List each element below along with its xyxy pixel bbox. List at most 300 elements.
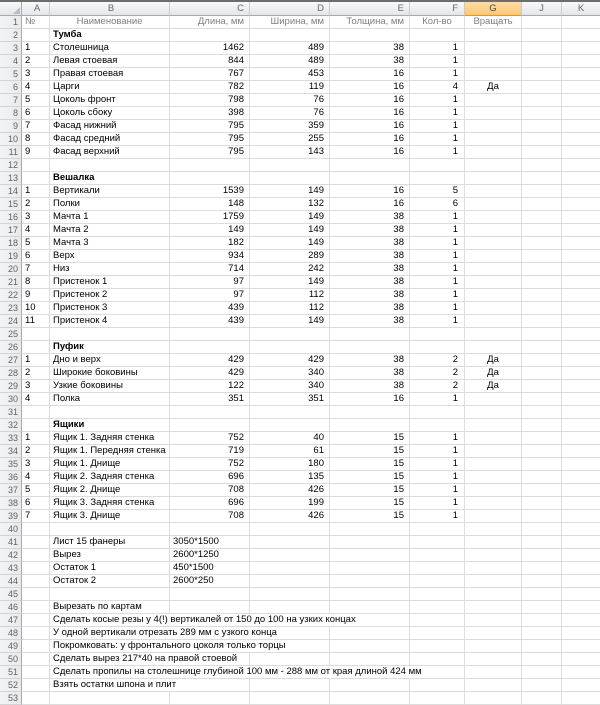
cell-D15[interactable]: 132 — [250, 198, 330, 211]
cell-D36[interactable]: 135 — [250, 471, 330, 484]
cell-E15[interactable]: 16 — [330, 198, 410, 211]
cell-F9[interactable]: 1 — [410, 120, 465, 133]
row-header-4[interactable]: 4 — [0, 55, 22, 68]
cell-B43[interactable]: Остаток 1 — [50, 562, 170, 575]
row-header-25[interactable]: 25 — [0, 328, 22, 341]
cell-A3[interactable]: 1 — [22, 42, 50, 55]
cell-D22[interactable]: 112 — [250, 289, 330, 302]
cell-F39[interactable]: 1 — [410, 510, 465, 523]
cell-C13[interactable] — [170, 172, 250, 185]
cell-K26[interactable] — [562, 341, 600, 354]
cell-J53[interactable] — [522, 692, 562, 705]
cell-C26[interactable] — [170, 341, 250, 354]
cell-G32[interactable] — [465, 419, 522, 432]
cell-C4[interactable]: 844 — [170, 55, 250, 68]
cell-C33[interactable]: 752 — [170, 432, 250, 445]
cell-C11[interactable]: 795 — [170, 146, 250, 159]
cell-B10[interactable]: Фасад средний — [50, 133, 170, 146]
row-header-53[interactable]: 53 — [0, 692, 22, 705]
cell-E4[interactable]: 38 — [330, 55, 410, 68]
cell-C35[interactable]: 752 — [170, 458, 250, 471]
cell-A35[interactable]: 3 — [22, 458, 50, 471]
cell-E17[interactable]: 38 — [330, 224, 410, 237]
row-header-26[interactable]: 26 — [0, 341, 22, 354]
cell-G20[interactable] — [465, 263, 522, 276]
cell-B7[interactable]: Цоколь фронт — [50, 94, 170, 107]
cell-J31[interactable] — [522, 406, 562, 419]
cell-C1[interactable]: Длина, мм — [170, 16, 250, 29]
cell-A12[interactable] — [22, 159, 50, 172]
cell-F19[interactable]: 1 — [410, 250, 465, 263]
cell-E7[interactable]: 16 — [330, 94, 410, 107]
cell-G6[interactable]: Да — [465, 81, 522, 94]
cell-D37[interactable]: 426 — [250, 484, 330, 497]
cell-K23[interactable] — [562, 302, 600, 315]
cell-K8[interactable] — [562, 107, 600, 120]
cell-J32[interactable] — [522, 419, 562, 432]
cell-G4[interactable] — [465, 55, 522, 68]
cell-D14[interactable]: 149 — [250, 185, 330, 198]
cell-J6[interactable] — [522, 81, 562, 94]
cell-J13[interactable] — [522, 172, 562, 185]
cell-A25[interactable] — [22, 328, 50, 341]
cell-G33[interactable] — [465, 432, 522, 445]
row-header-28[interactable]: 28 — [0, 367, 22, 380]
cell-E32[interactable] — [330, 419, 410, 432]
cell-F11[interactable]: 1 — [410, 146, 465, 159]
cell-B42[interactable]: Вырез — [50, 549, 170, 562]
cell-B15[interactable]: Полки — [50, 198, 170, 211]
cell-C2[interactable] — [170, 29, 250, 42]
row-header-20[interactable]: 20 — [0, 263, 22, 276]
cell-B1[interactable]: Наименование — [50, 16, 170, 29]
cell-A40[interactable] — [22, 523, 50, 536]
cell-E41[interactable] — [330, 536, 410, 549]
cell-G38[interactable] — [465, 497, 522, 510]
row-header-13[interactable]: 13 — [0, 172, 22, 185]
cell-C32[interactable] — [170, 419, 250, 432]
cell-J24[interactable] — [522, 315, 562, 328]
cell-B17[interactable]: Мачта 2 — [50, 224, 170, 237]
cell-C12[interactable] — [170, 159, 250, 172]
cell-G41[interactable] — [465, 536, 522, 549]
cell-A44[interactable] — [22, 575, 50, 588]
cell-C41[interactable]: 3050*1500 — [170, 536, 250, 549]
cell-J37[interactable] — [522, 484, 562, 497]
cell-E19[interactable]: 38 — [330, 250, 410, 263]
cell-B12[interactable] — [50, 159, 170, 172]
cell-C5[interactable]: 767 — [170, 68, 250, 81]
cell-A45[interactable] — [22, 588, 50, 601]
cell-B26[interactable]: Пуфик — [50, 341, 170, 354]
cell-D13[interactable] — [250, 172, 330, 185]
cell-G7[interactable] — [465, 94, 522, 107]
cell-E25[interactable] — [330, 328, 410, 341]
cell-D21[interactable]: 149 — [250, 276, 330, 289]
row-header-48[interactable]: 48 — [0, 627, 22, 640]
cell-G18[interactable] — [465, 237, 522, 250]
cell-A28[interactable]: 2 — [22, 367, 50, 380]
row-header-1[interactable]: 1 — [0, 16, 22, 29]
cell-D43[interactable] — [250, 562, 330, 575]
cell-E30[interactable]: 16 — [330, 393, 410, 406]
cell-K14[interactable] — [562, 185, 600, 198]
cell-G30[interactable] — [465, 393, 522, 406]
cell-A14[interactable]: 1 — [22, 185, 50, 198]
cell-C39[interactable]: 708 — [170, 510, 250, 523]
cell-A5[interactable]: 3 — [22, 68, 50, 81]
cell-A13[interactable] — [22, 172, 50, 185]
select-all-corner[interactable] — [0, 2, 22, 16]
row-header-2[interactable]: 2 — [0, 29, 22, 42]
cell-J1[interactable] — [522, 16, 562, 29]
cell-D45[interactable] — [250, 588, 330, 601]
cell-B27[interactable]: Дно и верх — [50, 354, 170, 367]
cell-G37[interactable] — [465, 484, 522, 497]
cell-J14[interactable] — [522, 185, 562, 198]
cell-E16[interactable]: 38 — [330, 211, 410, 224]
cell-B25[interactable] — [50, 328, 170, 341]
cell-K5[interactable] — [562, 68, 600, 81]
cell-C16[interactable]: 1759 — [170, 211, 250, 224]
cell-G45[interactable] — [465, 588, 522, 601]
cell-A1[interactable]: № — [22, 16, 50, 29]
cell-C31[interactable] — [170, 406, 250, 419]
cell-G3[interactable] — [465, 42, 522, 55]
cell-K29[interactable] — [562, 380, 600, 393]
cell-E40[interactable] — [330, 523, 410, 536]
cell-D33[interactable]: 40 — [250, 432, 330, 445]
row-header-16[interactable]: 16 — [0, 211, 22, 224]
cell-B22[interactable]: Пристенок 2 — [50, 289, 170, 302]
cell-D42[interactable] — [250, 549, 330, 562]
cell-C43[interactable]: 450*1500 — [170, 562, 250, 575]
cell-A23[interactable]: 10 — [22, 302, 50, 315]
cell-E6[interactable]: 16 — [330, 81, 410, 94]
cell-F17[interactable]: 1 — [410, 224, 465, 237]
cell-K9[interactable] — [562, 120, 600, 133]
row-header-10[interactable]: 10 — [0, 133, 22, 146]
cell-J43[interactable] — [522, 562, 562, 575]
cell-J26[interactable] — [522, 341, 562, 354]
cell-C27[interactable]: 429 — [170, 354, 250, 367]
cell-K21[interactable] — [562, 276, 600, 289]
cell-B9[interactable]: Фасад нижний — [50, 120, 170, 133]
row-header-44[interactable]: 44 — [0, 575, 22, 588]
cell-J36[interactable] — [522, 471, 562, 484]
cell-D40[interactable] — [250, 523, 330, 536]
cell-K16[interactable] — [562, 211, 600, 224]
cell-E11[interactable]: 16 — [330, 146, 410, 159]
cell-A4[interactable]: 2 — [22, 55, 50, 68]
cell-B47[interactable] — [50, 614, 356, 627]
cell-G15[interactable] — [465, 198, 522, 211]
cell-C44[interactable]: 2600*250 — [170, 575, 250, 588]
row-header-47[interactable]: 47 — [0, 614, 22, 627]
cell-B14[interactable]: Вертикали — [50, 185, 170, 198]
cell-J28[interactable] — [522, 367, 562, 380]
cell-F26[interactable] — [410, 341, 465, 354]
cell-B16[interactable]: Мачта 1 — [50, 211, 170, 224]
cell-C3[interactable]: 1462 — [170, 42, 250, 55]
cell-K27[interactable] — [562, 354, 600, 367]
cell-D17[interactable]: 149 — [250, 224, 330, 237]
cell-J51[interactable] — [522, 666, 562, 679]
cell-D16[interactable]: 149 — [250, 211, 330, 224]
column-header-K[interactable]: K — [562, 2, 600, 16]
cell-K10[interactable] — [562, 133, 600, 146]
cell-E52[interactable] — [330, 679, 410, 692]
cell-K35[interactable] — [562, 458, 600, 471]
column-header-A[interactable]: A — [22, 2, 50, 16]
cell-B30[interactable]: Полка — [50, 393, 170, 406]
cell-K53[interactable] — [562, 692, 600, 705]
row-header-37[interactable]: 37 — [0, 484, 22, 497]
cell-A21[interactable]: 8 — [22, 276, 50, 289]
cell-F10[interactable]: 1 — [410, 133, 465, 146]
cell-J20[interactable] — [522, 263, 562, 276]
cell-E1[interactable]: Толщина, мм — [330, 16, 410, 29]
cell-G25[interactable] — [465, 328, 522, 341]
cell-C14[interactable]: 1539 — [170, 185, 250, 198]
cell-F16[interactable]: 1 — [410, 211, 465, 224]
cell-A6[interactable]: 4 — [22, 81, 50, 94]
cell-E50[interactable] — [330, 653, 410, 666]
cell-D46[interactable] — [250, 601, 330, 614]
cell-F27[interactable]: 2 — [410, 354, 465, 367]
cell-F48[interactable] — [410, 627, 465, 640]
cell-B33[interactable]: Ящик 1. Задняя стенка — [50, 432, 170, 445]
cell-D5[interactable]: 453 — [250, 68, 330, 81]
cell-K22[interactable] — [562, 289, 600, 302]
cell-K47[interactable] — [562, 614, 600, 627]
cell-K25[interactable] — [562, 328, 600, 341]
cell-A34[interactable]: 2 — [22, 445, 50, 458]
cell-B4[interactable]: Левая стоевая — [50, 55, 170, 68]
cell-A42[interactable] — [22, 549, 50, 562]
cell-G26[interactable] — [465, 341, 522, 354]
cell-F38[interactable]: 1 — [410, 497, 465, 510]
cell-F20[interactable]: 1 — [410, 263, 465, 276]
cell-F28[interactable]: 2 — [410, 367, 465, 380]
cell-E21[interactable]: 38 — [330, 276, 410, 289]
cell-C10[interactable]: 795 — [170, 133, 250, 146]
cell-B24[interactable]: Пристенок 4 — [50, 315, 170, 328]
cell-K2[interactable] — [562, 29, 600, 42]
cell-G14[interactable] — [465, 185, 522, 198]
cell-G16[interactable] — [465, 211, 522, 224]
row-header-6[interactable]: 6 — [0, 81, 22, 94]
cell-A51[interactable] — [22, 666, 50, 679]
cell-F33[interactable]: 1 — [410, 432, 465, 445]
row-header-49[interactable]: 49 — [0, 640, 22, 653]
cell-K17[interactable] — [562, 224, 600, 237]
cell-C53[interactable] — [170, 692, 250, 705]
cell-B32[interactable]: Ящики — [50, 419, 170, 432]
column-header-E[interactable]: E — [330, 2, 410, 16]
cell-J42[interactable] — [522, 549, 562, 562]
cell-G51[interactable] — [465, 666, 522, 679]
cell-E42[interactable] — [330, 549, 410, 562]
row-header-38[interactable]: 38 — [0, 497, 22, 510]
cell-C25[interactable] — [170, 328, 250, 341]
row-header-27[interactable]: 27 — [0, 354, 22, 367]
cell-D12[interactable] — [250, 159, 330, 172]
row-header-39[interactable]: 39 — [0, 510, 22, 523]
cell-G27[interactable]: Да — [465, 354, 522, 367]
cell-B23[interactable]: Пристенок 3 — [50, 302, 170, 315]
column-header-D[interactable]: D — [250, 2, 330, 16]
cell-F30[interactable]: 1 — [410, 393, 465, 406]
cell-C24[interactable]: 439 — [170, 315, 250, 328]
cell-A7[interactable]: 5 — [22, 94, 50, 107]
cell-E12[interactable] — [330, 159, 410, 172]
cell-D34[interactable]: 61 — [250, 445, 330, 458]
cell-B41[interactable]: Лист 15 фанеры — [50, 536, 170, 549]
cell-E22[interactable]: 38 — [330, 289, 410, 302]
cell-C37[interactable]: 708 — [170, 484, 250, 497]
cell-K37[interactable] — [562, 484, 600, 497]
cell-F23[interactable]: 1 — [410, 302, 465, 315]
cell-E44[interactable] — [330, 575, 410, 588]
cell-J5[interactable] — [522, 68, 562, 81]
cell-G23[interactable] — [465, 302, 522, 315]
cell-F35[interactable]: 1 — [410, 458, 465, 471]
cell-F43[interactable] — [410, 562, 465, 575]
cell-G28[interactable]: Да — [465, 367, 522, 380]
cell-A19[interactable]: 6 — [22, 250, 50, 263]
cell-J34[interactable] — [522, 445, 562, 458]
cell-K11[interactable] — [562, 146, 600, 159]
cell-C30[interactable]: 351 — [170, 393, 250, 406]
cell-F8[interactable]: 1 — [410, 107, 465, 120]
cell-C46[interactable] — [170, 601, 250, 614]
cell-B5[interactable]: Правая стоевая — [50, 68, 170, 81]
cell-J3[interactable] — [522, 42, 562, 55]
cell-K39[interactable] — [562, 510, 600, 523]
cell-B51[interactable] — [50, 666, 422, 679]
cell-F22[interactable]: 1 — [410, 289, 465, 302]
cell-B28[interactable]: Широкие боковины — [50, 367, 170, 380]
cell-C21[interactable]: 97 — [170, 276, 250, 289]
cell-F7[interactable]: 1 — [410, 94, 465, 107]
cell-B45[interactable] — [50, 588, 170, 601]
cell-J4[interactable] — [522, 55, 562, 68]
cell-K3[interactable] — [562, 42, 600, 55]
cell-C18[interactable]: 182 — [170, 237, 250, 250]
cell-F31[interactable] — [410, 406, 465, 419]
cell-J7[interactable] — [522, 94, 562, 107]
cell-F14[interactable]: 5 — [410, 185, 465, 198]
cell-D28[interactable]: 340 — [250, 367, 330, 380]
cell-K46[interactable] — [562, 601, 600, 614]
cell-F1[interactable]: Кол-во — [410, 16, 465, 29]
cell-D10[interactable]: 255 — [250, 133, 330, 146]
cell-C17[interactable]: 149 — [170, 224, 250, 237]
cell-E53[interactable] — [330, 692, 410, 705]
cell-B35[interactable]: Ящик 1. Днище — [50, 458, 170, 471]
cell-B19[interactable]: Верх — [50, 250, 170, 263]
cell-K31[interactable] — [562, 406, 600, 419]
row-header-14[interactable]: 14 — [0, 185, 22, 198]
cell-B6[interactable]: Царги — [50, 81, 170, 94]
cell-G46[interactable] — [465, 601, 522, 614]
cell-K34[interactable] — [562, 445, 600, 458]
cell-F46[interactable] — [410, 601, 465, 614]
cell-F32[interactable] — [410, 419, 465, 432]
row-header-12[interactable]: 12 — [0, 159, 22, 172]
cell-A48[interactable] — [22, 627, 50, 640]
cell-D29[interactable]: 340 — [250, 380, 330, 393]
cell-E39[interactable]: 15 — [330, 510, 410, 523]
cell-D11[interactable]: 143 — [250, 146, 330, 159]
cell-G42[interactable] — [465, 549, 522, 562]
cell-G1[interactable]: Вращать — [465, 16, 522, 29]
cell-F34[interactable]: 1 — [410, 445, 465, 458]
cell-J11[interactable] — [522, 146, 562, 159]
row-header-40[interactable]: 40 — [0, 523, 22, 536]
cell-B44[interactable]: Остаток 2 — [50, 575, 170, 588]
cell-J30[interactable] — [522, 393, 562, 406]
row-header-33[interactable]: 33 — [0, 432, 22, 445]
cell-B11[interactable]: Фасад верхний — [50, 146, 170, 159]
cell-G9[interactable] — [465, 120, 522, 133]
cell-A11[interactable]: 9 — [22, 146, 50, 159]
cell-J18[interactable] — [522, 237, 562, 250]
cell-F49[interactable] — [410, 640, 465, 653]
cell-D18[interactable]: 149 — [250, 237, 330, 250]
cell-A43[interactable] — [22, 562, 50, 575]
cell-A50[interactable] — [22, 653, 50, 666]
cell-E5[interactable]: 16 — [330, 68, 410, 81]
cell-C9[interactable]: 795 — [170, 120, 250, 133]
cell-A16[interactable]: 3 — [22, 211, 50, 224]
cell-J10[interactable] — [522, 133, 562, 146]
cell-E29[interactable]: 38 — [330, 380, 410, 393]
cell-K32[interactable] — [562, 419, 600, 432]
column-header-B[interactable]: B — [50, 2, 170, 16]
cell-G47[interactable] — [465, 614, 522, 627]
cell-B53[interactable] — [50, 692, 170, 705]
column-header-F[interactable]: F — [410, 2, 465, 16]
row-header-9[interactable]: 9 — [0, 120, 22, 133]
cell-E8[interactable]: 16 — [330, 107, 410, 120]
cell-J41[interactable] — [522, 536, 562, 549]
cell-A41[interactable] — [22, 536, 50, 549]
cell-D44[interactable] — [250, 575, 330, 588]
cell-G24[interactable] — [465, 315, 522, 328]
cell-F18[interactable]: 1 — [410, 237, 465, 250]
cell-G22[interactable] — [465, 289, 522, 302]
cell-J47[interactable] — [522, 614, 562, 627]
cell-C40[interactable] — [170, 523, 250, 536]
cell-K33[interactable] — [562, 432, 600, 445]
cell-A17[interactable]: 4 — [22, 224, 50, 237]
cell-F3[interactable]: 1 — [410, 42, 465, 55]
column-header-J[interactable]: J — [522, 2, 562, 16]
cell-D19[interactable]: 289 — [250, 250, 330, 263]
cell-K43[interactable] — [562, 562, 600, 575]
cell-A46[interactable] — [22, 601, 50, 614]
cell-B8[interactable]: Цоколь сбоку — [50, 107, 170, 120]
row-header-18[interactable]: 18 — [0, 237, 22, 250]
cell-G43[interactable] — [465, 562, 522, 575]
cell-F40[interactable] — [410, 523, 465, 536]
cell-E35[interactable]: 15 — [330, 458, 410, 471]
row-header-23[interactable]: 23 — [0, 302, 22, 315]
cell-B37[interactable]: Ящик 2. Днище — [50, 484, 170, 497]
cell-B31[interactable] — [50, 406, 170, 419]
